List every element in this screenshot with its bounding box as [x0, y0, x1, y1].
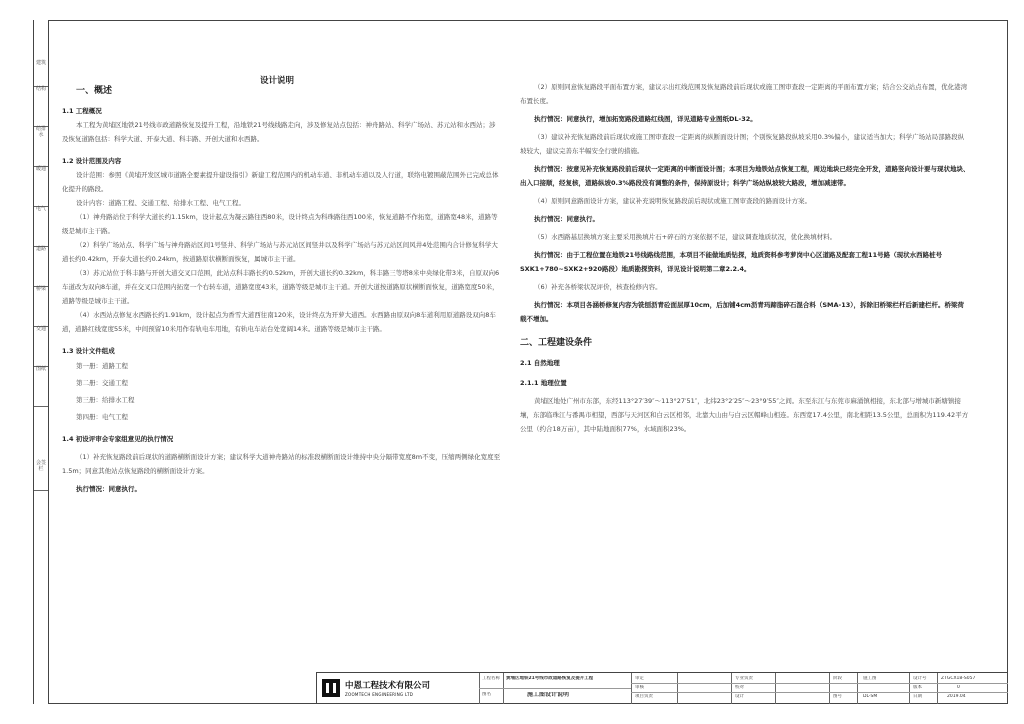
number-value: DL-SM [863, 694, 878, 699]
strip-cell: 会签栏 [34, 460, 48, 491]
paragraph-bold: 执行情况：按意见补充恢复路段前后现状一定距离的中断面设计图；本项目为地铁站点恢复工程，周边地块已经完全开发，道路竖向设计要与现状地块、出入口接顺，经复核，道路纵坡0.3%路段没有调整的条件，保持原设计；科学广场站纵坡较大路段，增加减速带。 [520, 165, 970, 187]
paragraph: （1）神舟路站位于科学大道长约1.15km，设计起点为凝云路往西80米，设计终点为科珠路往西100米，恢复道路不作拓宽，道路宽48米，道路等级是城市主干路。 [62, 213, 498, 235]
paragraph-bold: 执行情况：本项目各涵桥修复内容为铣刨沥青砼面层厚10cm，后加铺4cm沥青玛蹄脂碎石混合料（SMA-13），拆除旧桥梁栏杆后新建栏杆。桥梁荷载不增加。 [520, 301, 964, 323]
version-value: 0 [957, 685, 960, 690]
paragraph: 设计范围：参照《黄埔开发区城市道路全要素提升建设指引》新建工程范围内的机动车道、非机动车道以及人行道，联络电镀围蔽范围外已完成总体化提升的路段。 [62, 171, 499, 193]
stage-label: 阶段 [833, 676, 842, 681]
company-name: 中恩工程技术有限公司 [345, 681, 431, 691]
paragraph: 黄埔区地处广州市东部，东经113°27′39″～113°27′51″，北纬23°2′25″～23°9′55″之间。东至东江与东莞市麻涌镇相接，东北部与增城市新塘镇接壤，东部临珠江与番禺市相望，西部与天河区和白云区相邻，北靠大山由与白云区帽峰山相连。东西宽17.4公里，南北相距13.5公里，总面积为119.42平方公里（约合18万亩），其中陆地面积77%，水域面积23%。 [520, 397, 969, 433]
role-label: 审核 [635, 685, 644, 690]
sign-strip [33, 20, 48, 704]
project-no-value: ZTGCX18-S057 [941, 676, 976, 681]
paragraph: （3）建议补充恢复路段前后现状或施工图审查段一定距离的纵断面设计图；个别恢复路段纵坡采用0.3%偏小，建议适当加大；科学广场站局部路段纵坡较大，建议完善东半幅安全行驶的措施。 [520, 133, 965, 155]
list-item: 第三册：给排水工程 [76, 396, 135, 404]
paragraph: （4）原则同意路面设计方案，建议补充说明恢复路段前后现状或施工图审查段的路面设计方案。 [534, 197, 812, 205]
project-name: 黄埔区地铁21号线市政道路恢复及提升工程 [506, 676, 594, 681]
strip-cell: 暖通 [34, 166, 48, 207]
version-label: 版本 [913, 685, 922, 690]
role-label: 设计 [735, 694, 744, 699]
drawing-name: 施工图设计说明 [527, 692, 570, 698]
subsection-heading: 2.1 自然地理 [520, 359, 560, 367]
paragraph: （1）补充恢复路段前后现状的道路横断面设计方案；建议科学大道神舟路站的标准段横断面设计维持中央分隔带宽度8m不变，压缩两侧绿化宽度至1.5m；同意其他站点恢复路段的横断面设计方案。 [62, 453, 501, 475]
list-item: 第一册：道路工程 [76, 362, 128, 370]
left-column [62, 84, 502, 496]
role-label: 校对 [735, 685, 744, 690]
role-label: 审定 [635, 676, 644, 681]
right-column [520, 80, 970, 436]
paragraph: （4）水西站点修复水西路长约1.91km，设计起点为香雪大道西往南120米，设计终点为开萝大道西。水西路由原双向8车道利用原道路设双向8车道，道路红线宽度55米，中间预留10米用作有轨电车用地，有轨电车站台处宽阔14米。道路等级是城市主干路。 [62, 311, 496, 333]
stage-value: 施工图 [863, 676, 877, 681]
role-label: 专业负责 [735, 676, 753, 681]
paragraph: （6）补充各桥梁状况评价，核查检修内容。 [534, 283, 662, 291]
company-logo-icon [321, 678, 341, 698]
document-title: 设计说明 [260, 76, 295, 86]
strip-cell: 桥梁 [34, 286, 48, 327]
date-value: 2019.04 [947, 694, 966, 699]
list-item: 第二册：交通工程 [76, 379, 128, 387]
paragraph: （2）科学广场站点、科学广场与神舟路站区间1号竖井、科学广场站与苏元站区间竖井以及科学广场站与苏元站区间风井4处范围内合计修复科学大道长约0.42km，开泰大道长约0.24km，按道路原状横断面恢复，属城市主干道。 [62, 241, 498, 263]
paragraph-bold: 执行情况：由于工程位置在地铁21号线路线范围，本项目不能做地质钻探，地质资料参考萝岗中心区道路及配套工程11号路（现状水西路桩号SXK1+780~SXK2+920路段）地质勘探资料，详见设计说明第二章2.2.4。 [520, 251, 943, 273]
subsection-heading: 1.3 设计文件组成 [62, 347, 115, 355]
drawing-label: 图名 [482, 692, 491, 697]
project-label: 工程名称 [482, 676, 500, 681]
date-label: 日期 [913, 694, 922, 699]
list-item: 第四册：电气工程 [76, 413, 128, 421]
strip-cell: 结构 [34, 86, 48, 127]
subsection-heading: 2.1.1 地理位置 [520, 379, 567, 387]
strip-cell: 电气 [34, 206, 48, 247]
paragraph: （5）水西路基层换填方案主要采用换填片石+碎石的方案依据不足，建议调查地质状况，优化换填材料。 [534, 233, 837, 241]
paragraph: （2）原则同意恢复路段平面布置方案，建议示出红线范围及恢复路段前后现状或施工图审查段一定距离的平面布置方案；结合公交站点布置，优化港湾布置长度。 [520, 83, 968, 105]
section-heading: 一、概述 [76, 86, 113, 96]
title-block [316, 672, 1007, 703]
role-label: 项目负责 [635, 694, 653, 699]
subsection-heading: 1.4 初设评审会专家组意见的执行情况 [62, 435, 174, 443]
subsection-heading: 1.1 工程概况 [62, 107, 102, 115]
paragraph-bold: 执行情况：同意执行。 [534, 215, 599, 223]
company-name-en: ZOOMTECH ENGINEERING LTD [345, 692, 414, 697]
paragraph: 本工程为黄埔区地铁21号线市政道路恢复及提升工程，沿地铁21号线线路走向，涉及修复站点包括：神舟路站、科学广场站、苏元站和水西站；涉及恢复道路包括：科学大道、开泰大道、科丰路、开创大道和水西路。 [62, 121, 496, 143]
strip-cell: 道路 [34, 246, 48, 287]
strip-cell: 图纸 [34, 366, 48, 407]
project-no-label: 设计号 [913, 676, 927, 681]
subsection-heading: 1.2 设计范围及内容 [62, 157, 122, 165]
paragraph: （3）苏元站位于科丰路与开创大道交叉口范围，此站点科丰路长约0.52km，开创大道长约0.32km，科丰路三等塔8米中央绿化带3米，自原双向6车道改为双向8车道，并在交叉口范围内拓宽一个右转车道，道路宽度43米，道路等级是城市主干道。开创大道按道路原状横断面恢复，道路宽度50米，道路等级是城市主干道。 [62, 269, 500, 305]
section-heading: 二、工程建设条件 [520, 338, 593, 348]
paragraph-bold: 执行情况：同意执行，增加拓宽路段道路红线图，详见道路专业图纸DL-32。 [534, 115, 757, 123]
strip-cell: 给排水 [34, 126, 48, 167]
number-label: 图号 [833, 694, 842, 699]
strip-cell: 建筑 [34, 60, 48, 87]
paragraph-bold: 执行情况：同意执行。 [76, 485, 141, 493]
strip-cell: 交通 [34, 326, 48, 367]
paragraph: 设计内容：道路工程、交通工程、给排水工程、电气工程。 [76, 199, 245, 207]
